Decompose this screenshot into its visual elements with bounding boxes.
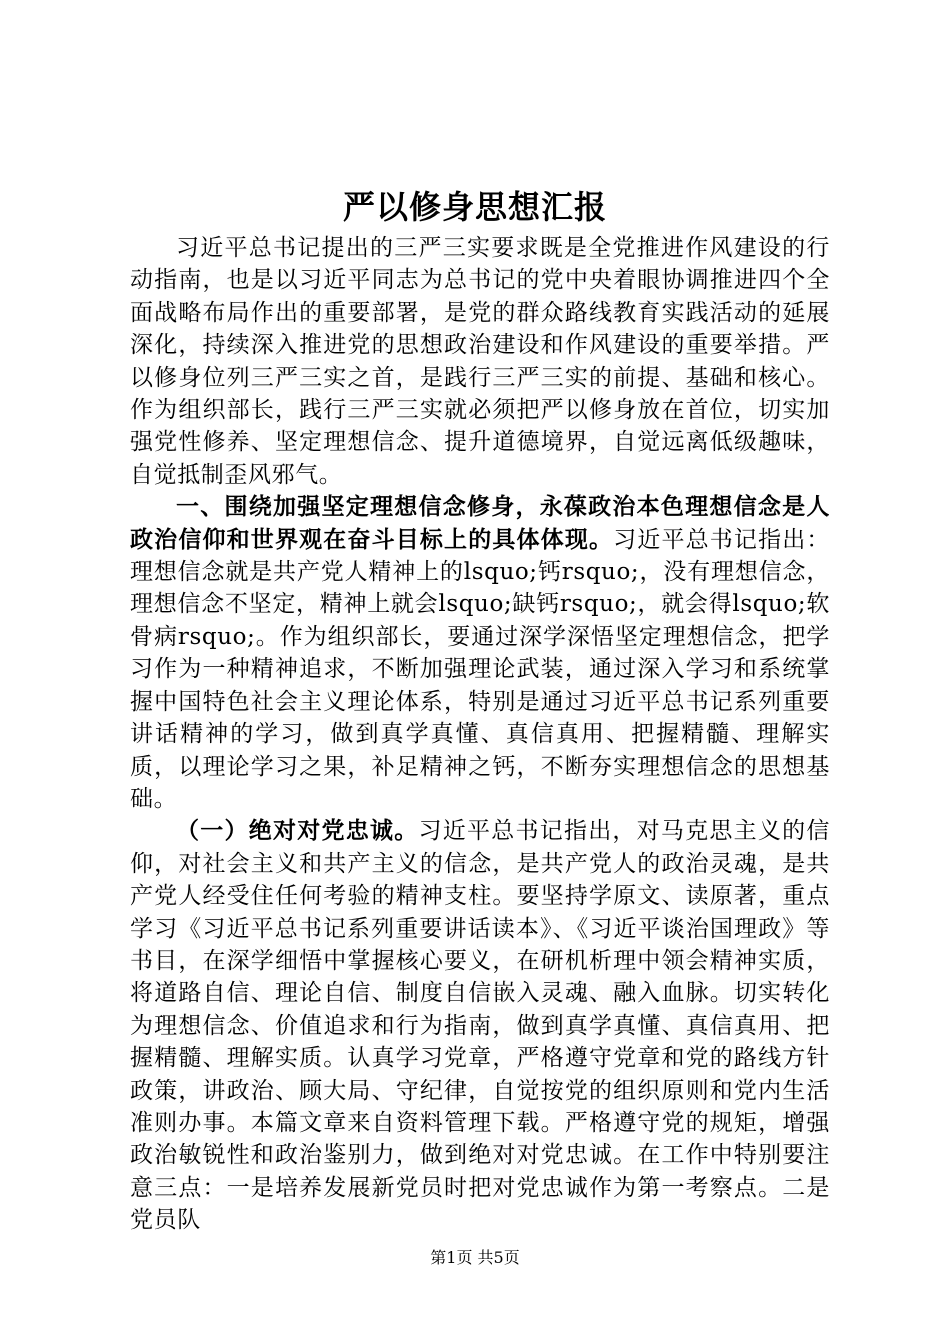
document-body [130,232,830,1237]
section-heading: 一、围绕加强坚定理想信念修身，永葆政治本色理想信念是人政治信仰和世界观在奋斗目标上的具体体现。 [130,493,830,553]
paragraph-intro [130,232,830,491]
document-title: 严以修身思想汇报 [342,188,607,226]
paragraph-text: 习近平总书记指出：理想信念就是共产党人精神上的lsquo;钙rsquo;，没有理想信念，理想信念不坚定，精神上就会lsquo;缺钙rsquo;，就会得lsquo;软骨病rsquo;。作为组织部长，要通过深学深悟坚定理想信念，把学习作为一种精神追求，不断加强理论武装，通过深入学习和系统掌握中国特色社会主义理论体系，特别是通过习近平总书记系列重要讲话精神的学习，做到真学真懂、真信真用、把握精髓、理解实质，以理论学习之果，补足精神之钙，不断夯实理想信念的思想基础。 [130,526,830,812]
paragraph-section-1 [130,491,830,815]
paragraph-text: 习近平总书记提出的三严三实要求既是全党推进作风建设的行动指南，也是以习近平同志为总书记的党中央着眼协调推进四个全面战略布局作出的重要部署，是党的群众路线教育实践活动的延展深化，持续深入推进党的思想政治建设和作风建设的重要举措。严以修身位列三严三实之首，是践行三严三实的前提、基础和核心。作为组织部长，践行三严三实就必须把严以修身放在首位，切实加强党性修养、坚定理想信念、提升道德境界，自觉远离低级趣味，自觉抵制歪风邪气。 [130,235,830,488]
page-footer: 第1页 共5页 [430,1248,520,1267]
paragraph-text: 习近平总书记指出，对马克思主义的信仰，对社会主义和共产主义的信念，是共产党人的政治灵魂，是共产党人经受住任何考验的精神支柱。要坚持学原文、读原著，重点学习《习近平总书记系列重要讲话读本》、《习近平谈治国理政》等书目，在深学细悟中掌握核心要义，在研机析理中领会精神实质，将道路自信、理论自信、制度自信嵌入灵魂、融入血脉。切实转化为理想信念、价值追求和行为指南，做到真学真懂、真信真用、把握精髓、理解实质。认真学习党章，严格遵守党章和党的路线方针政策，讲政治、顾大局、守纪律，自觉按党的组织原则和党内生活准则办事。本篇文章来自资料管理下载。严格遵守党的规矩，增强政治敏锐性和政治鉴别力，做到绝对对党忠诚。在工作中特别要注意三点：一是培养发展新党员时把对党忠诚作为第一考察点。二是党员队 [130,818,831,1234]
subsection-heading: （一）绝对对党忠诚。 [176,817,419,845]
paragraph-subsection-1 [130,815,830,1236]
